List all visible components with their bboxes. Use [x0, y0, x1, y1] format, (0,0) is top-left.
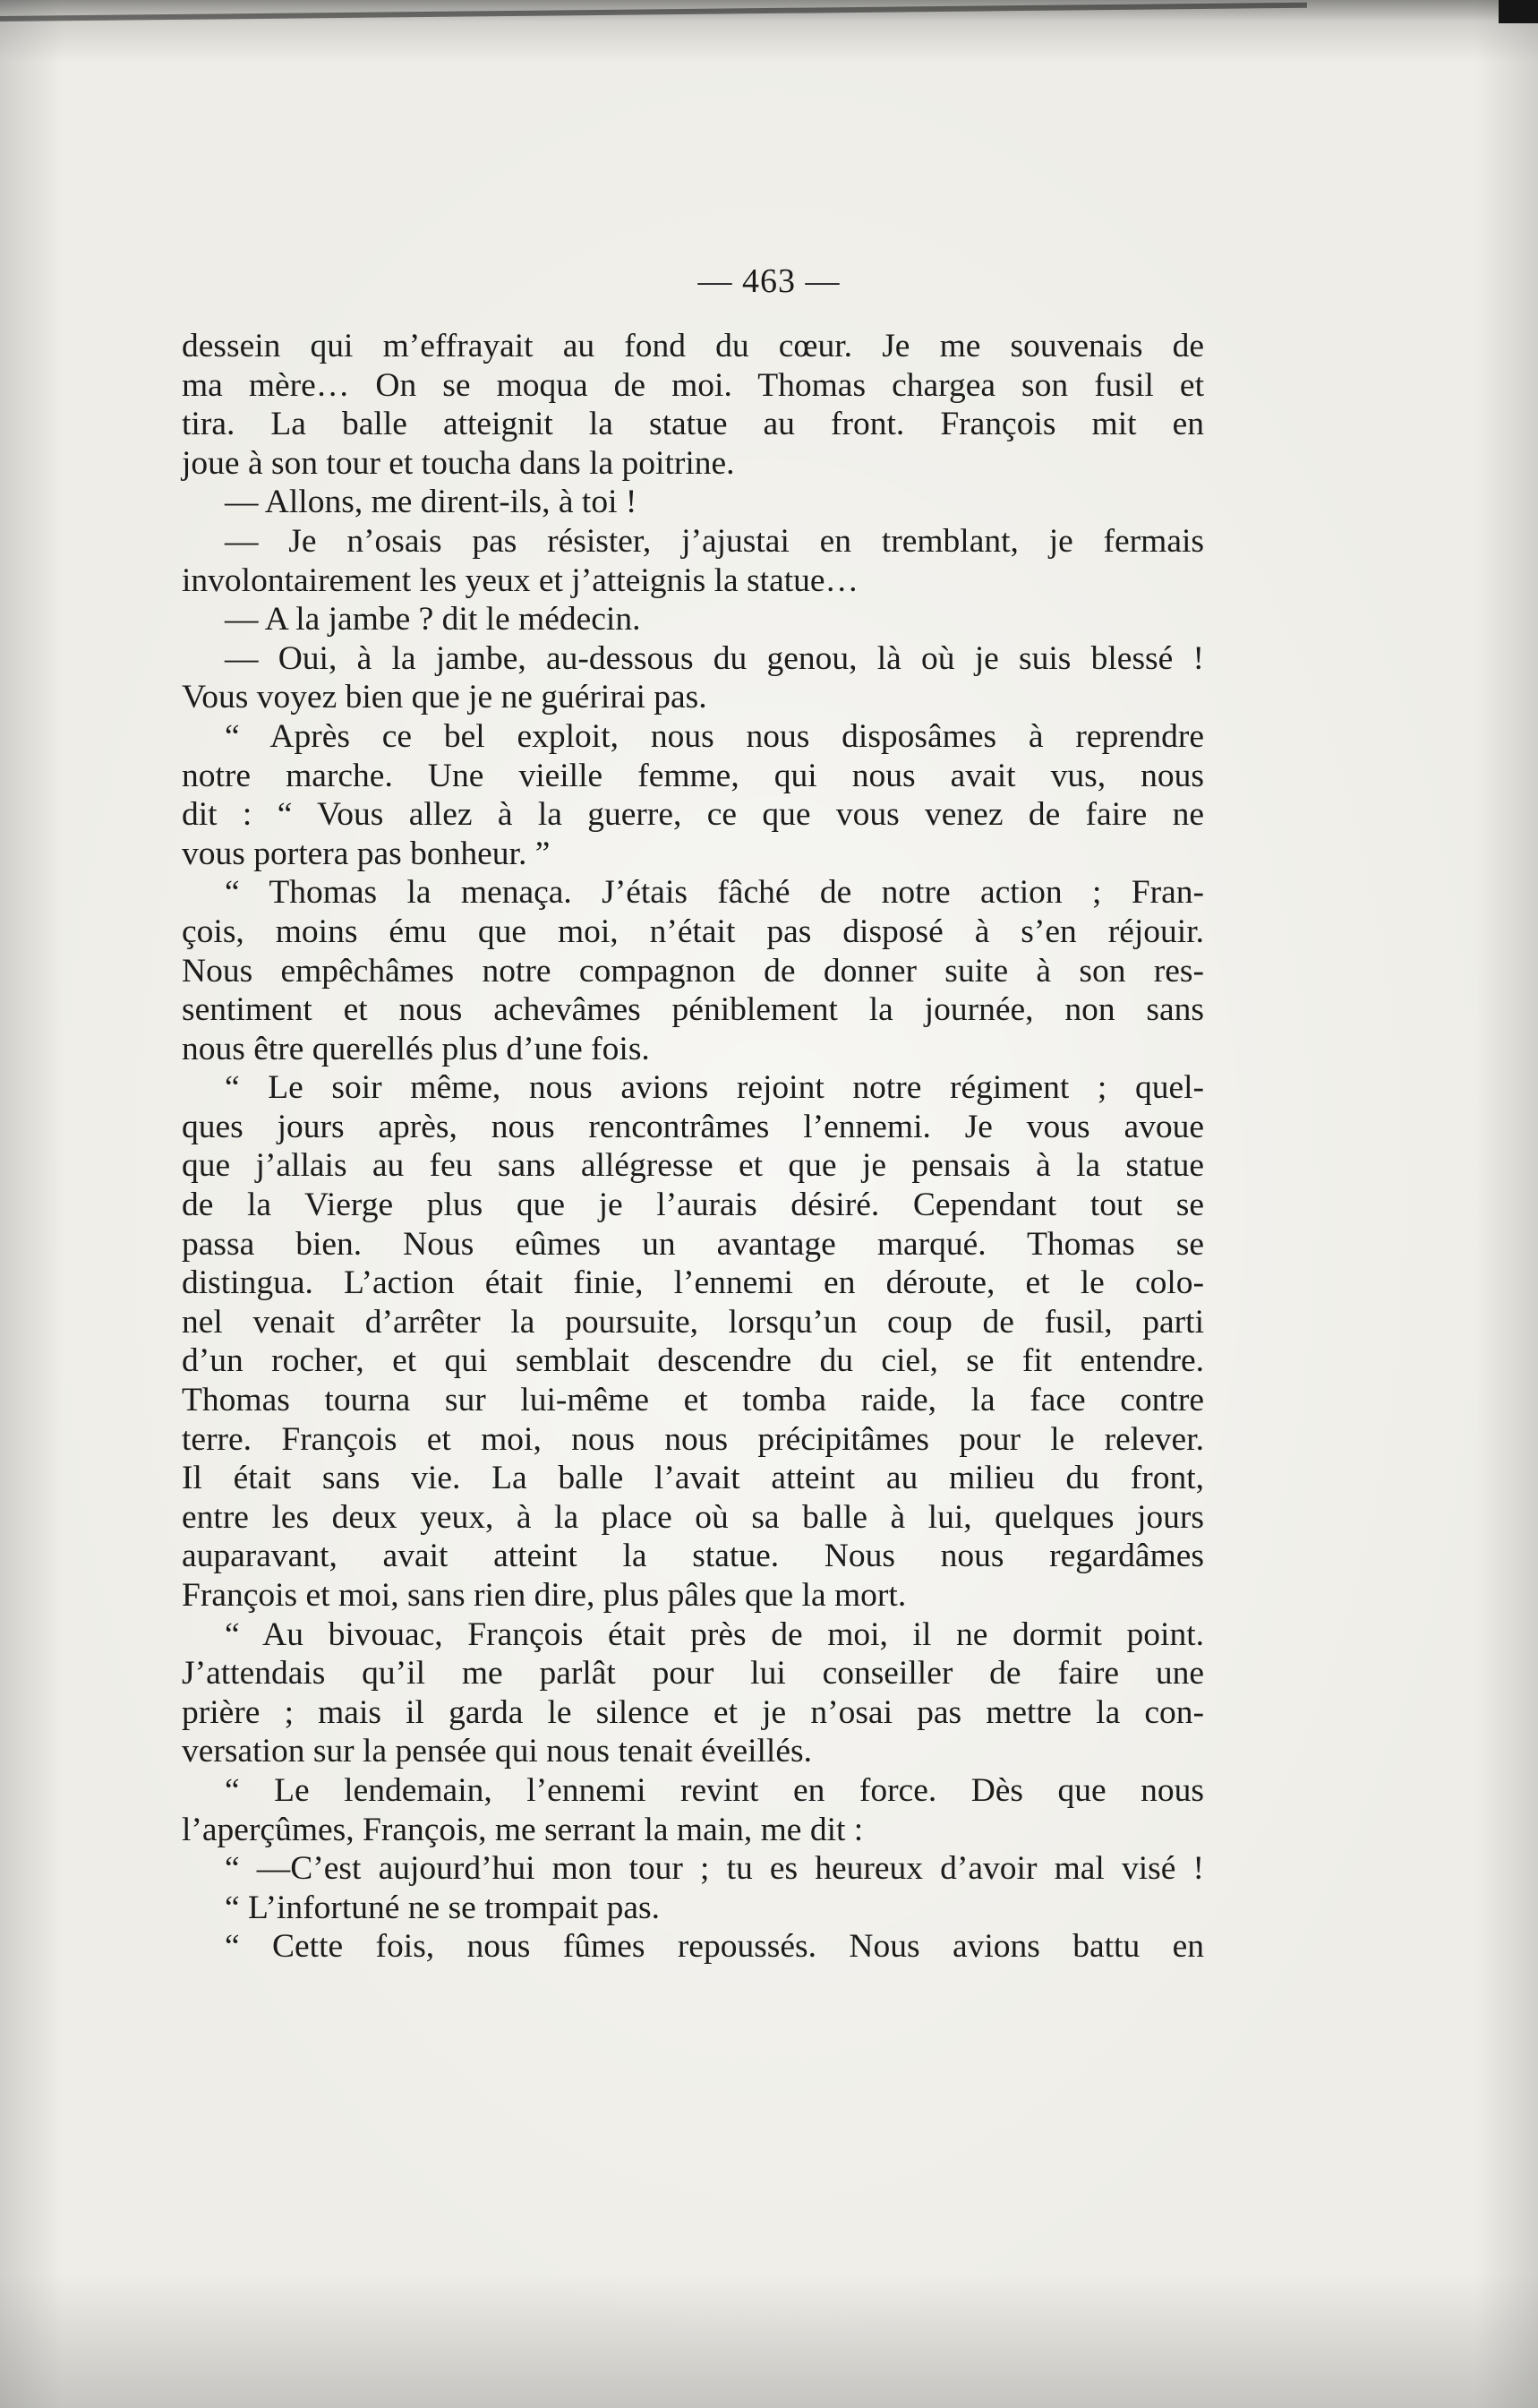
text-line: “ Thomas la menaça. J’étais fâché de notre action ; Fran-: [225, 874, 1204, 912]
text-line: ma mère… On se moqua de moi. Thomas chargea son fusil et: [182, 366, 1204, 404]
scan-corner-mark: [1499, 0, 1538, 23]
page-shadow-right: [1475, 0, 1538, 2408]
text-line: passa bien. Nous eûmes un avantage marqué. Thomas se: [182, 1225, 1204, 1263]
text-line: que j’allais au feu sans allégresse et que je pensais à la statue: [182, 1147, 1204, 1185]
text-line: — Je n’osais pas résister, j’ajustai en tremblant, je fermais: [225, 522, 1204, 560]
text-line: Nous empêchâmes notre compagnon de donner suite à son res-: [182, 952, 1204, 990]
text-line: Vous voyez bien que je ne guérirai pas.: [182, 679, 707, 716]
text-line: auparavant, avait atteint la statue. Nous nous regardâmes: [182, 1538, 1204, 1575]
text-line: d’un rocher, et qui semblait descendre du ciel, se fit entendre.: [182, 1342, 1204, 1380]
text-line: “ Le lendemain, l’ennemi revint en force. Dès que nous: [225, 1771, 1204, 1809]
text-line: “ L’infortuné ne se trompait pas.: [225, 1889, 660, 1926]
text-line: entre les deux yeux, à la place où sa balle à lui, quelques jours: [182, 1498, 1204, 1536]
text-line: “ Cette fois, nous fûmes repoussés. Nous avions battu en: [225, 1928, 1204, 1966]
text-line: distingua. L’action était finie, l’ennemi en déroute, et le colo-: [182, 1264, 1204, 1302]
page-number: — 463 —: [697, 262, 841, 300]
text-line: dit : “ Vous allez à la guerre, ce que vous venez de faire ne: [182, 796, 1204, 834]
text-line: joue à son tour et toucha dans la poitrine.: [182, 444, 735, 482]
text-line: l’aperçûmes, François, me serrant la main, me dit :: [182, 1811, 864, 1848]
text-line: terre. François et moi, nous nous précipitâmes pour le relever.: [182, 1420, 1204, 1458]
text-line: Thomas tourna sur lui-même et tomba raide, la face contre: [182, 1382, 1204, 1419]
text-line: de la Vierge plus que je l’aurais désiré. Cependant tout se: [182, 1187, 1204, 1224]
text-line: “ Au bivouac, François était près de moi, il ne dormit point.: [225, 1615, 1204, 1653]
text-line: vous portera pas bonheur. ”: [182, 835, 551, 872]
text-line: — A la jambe ? dit le médecin.: [225, 601, 641, 638]
text-line: J’attendais qu’il me parlât pour lui conseiller de faire une: [182, 1655, 1204, 1692]
text-line: prière ; mais il garda le silence et je n’osai pas mettre la con-: [182, 1693, 1204, 1731]
text-line: ques jours après, nous rencontrâmes l’ennemi. Je vous avoue: [182, 1108, 1204, 1145]
text-line: dessein qui m’effrayait au fond du cœur. Je me souvenais de: [182, 328, 1204, 364]
text-line: nous être querellés plus d’une fois.: [182, 1030, 650, 1067]
text-line: versation sur la pensée qui nous tenait éveillés.: [182, 1733, 812, 1770]
text-line: — Oui, à la jambe, au-dessous du genou, là où je suis blessé !: [225, 639, 1204, 677]
body-text: [182, 327, 1204, 1967]
text-line: tira. La balle atteignit la statue au front. François mit en: [182, 406, 1204, 443]
text-line: nel venait d’arrêter la poursuite, lorsqu’un coup de fusil, parti: [182, 1303, 1204, 1341]
text-line: — Allons, me dirent-ils, à toi !: [225, 484, 637, 521]
text-line: “ Le soir même, nous avions rejoint notre régiment ; quel-: [225, 1069, 1204, 1107]
text-line: çois, moins ému que moi, n’était pas disposé à s’en réjouir.: [182, 913, 1204, 950]
text-line: notre marche. Une vieille femme, qui nous avait vus, nous: [182, 757, 1204, 794]
text-line: “ —C’est aujourd’hui mon tour ; tu es heureux d’avoir mal visé !: [225, 1850, 1204, 1888]
text-line: sentiment et nous achevâmes péniblement la journée, non sans: [182, 991, 1204, 1029]
text-line: Il était sans vie. La balle l’avait atteint au milieu du front,: [182, 1460, 1204, 1497]
text-line: “ Après ce bel exploit, nous nous disposâmes à reprendre: [225, 717, 1204, 755]
text-line: involontairement les yeux et j’atteignis la statue…: [182, 561, 859, 599]
page-shadow-bottom: [0, 2274, 1538, 2408]
page-shadow-left: [0, 0, 63, 2408]
text-line: François et moi, sans rien dire, plus pâles que la mort.: [182, 1577, 907, 1614]
